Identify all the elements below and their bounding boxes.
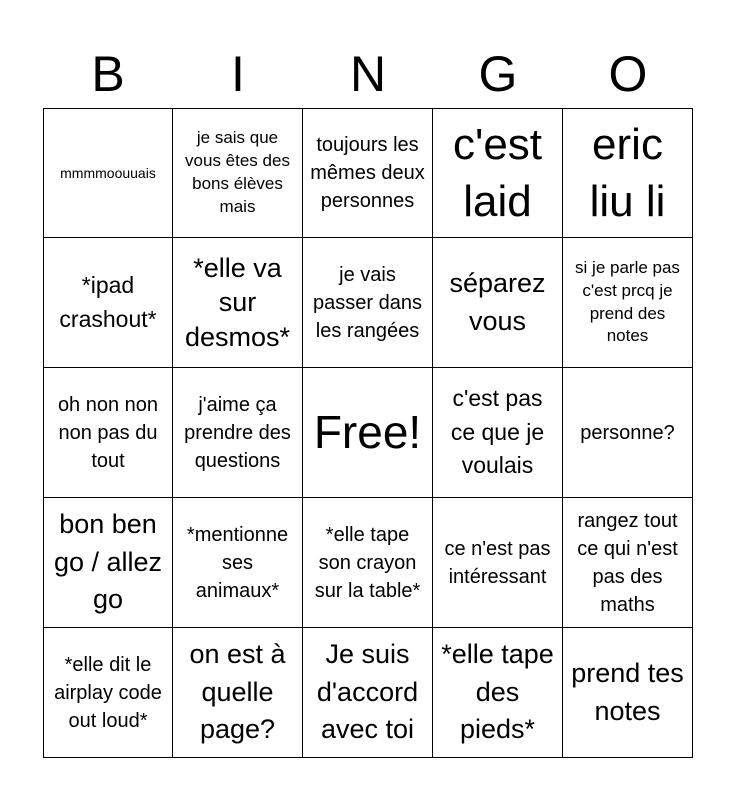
header-letter-i: I xyxy=(231,46,245,102)
cell-text: ce n'est pas intéressant xyxy=(444,537,551,588)
bingo-cell[interactable] xyxy=(43,368,173,498)
bingo-cell[interactable] xyxy=(43,238,173,368)
cell-text: eric liu li xyxy=(589,119,666,226)
cell-text: séparez vous xyxy=(449,267,546,336)
cell-text: on est à quelle page? xyxy=(189,638,286,745)
bingo-cell[interactable] xyxy=(43,108,173,238)
bingo-cell[interactable] xyxy=(43,498,173,628)
cell-text: oh non non non pas du tout xyxy=(57,393,159,472)
bingo-cell[interactable] xyxy=(433,238,563,368)
header-letter-b: B xyxy=(91,46,125,102)
cell-text: Free! xyxy=(313,405,422,458)
bingo-cell[interactable] xyxy=(433,368,563,498)
bingo-cell[interactable] xyxy=(563,368,693,498)
bingo-cell[interactable] xyxy=(173,368,303,498)
cell-text: *elle va sur desmos* xyxy=(184,252,291,352)
header-letter-n: N xyxy=(349,46,387,102)
free-space-cell[interactable] xyxy=(303,368,433,498)
bingo-header xyxy=(43,40,693,108)
bingo-cell[interactable] xyxy=(303,498,433,628)
cell-text: je sais que vous êtes des bons élèves mais xyxy=(185,128,290,216)
cell-text: *elle dit le airplay code out loud* xyxy=(54,653,162,732)
bingo-cell[interactable] xyxy=(433,498,563,628)
cell-text: *elle tape des pieds* xyxy=(441,638,554,745)
cell-text: *ipad crashout* xyxy=(59,272,157,332)
cell-text: personne? xyxy=(580,421,675,444)
cell-text: c'est pas ce que je voulais xyxy=(450,385,545,479)
cell-text: je vais passer dans les rangées xyxy=(313,263,422,342)
bingo-cell[interactable] xyxy=(303,238,433,368)
cell-text: j'aime ça prendre des questions xyxy=(184,393,291,472)
bingo-cell[interactable] xyxy=(563,108,693,238)
bingo-cell[interactable] xyxy=(173,238,303,368)
bingo-cell[interactable] xyxy=(563,628,693,758)
bingo-cell[interactable] xyxy=(563,238,693,368)
bingo-cell[interactable] xyxy=(173,628,303,758)
cell-text: *mentionne ses animaux* xyxy=(186,523,289,602)
cell-text: prend tes notes xyxy=(571,657,684,726)
bingo-cell[interactable] xyxy=(433,108,563,238)
bingo-cell[interactable] xyxy=(303,108,433,238)
bingo-cell[interactable] xyxy=(563,498,693,628)
cell-text: toujours les mêmes deux personnes xyxy=(310,134,425,212)
cell-text: c'est laid xyxy=(452,119,543,226)
bingo-cell[interactable] xyxy=(43,628,173,758)
cell-text: mmmmoouuais xyxy=(60,164,156,181)
bingo-cell[interactable] xyxy=(433,628,563,758)
cell-text: bon ben go / allez go xyxy=(53,508,163,615)
cell-text: *elle tape son crayon sur la table* xyxy=(314,523,421,602)
bingo-cell[interactable] xyxy=(173,108,303,238)
header-letter-o: O xyxy=(608,46,648,102)
cell-text: Je suis d'accord avec toi xyxy=(316,638,419,745)
header-letter-g: G xyxy=(478,46,518,102)
cell-text: rangez tout ce qui n'est pas des maths xyxy=(577,509,678,616)
bingo-cell[interactable] xyxy=(173,498,303,628)
bingo-cell[interactable] xyxy=(303,628,433,758)
bingo-board xyxy=(43,108,693,758)
cell-text: si je parle pas c'est prcq je prend des notes xyxy=(575,257,680,346)
